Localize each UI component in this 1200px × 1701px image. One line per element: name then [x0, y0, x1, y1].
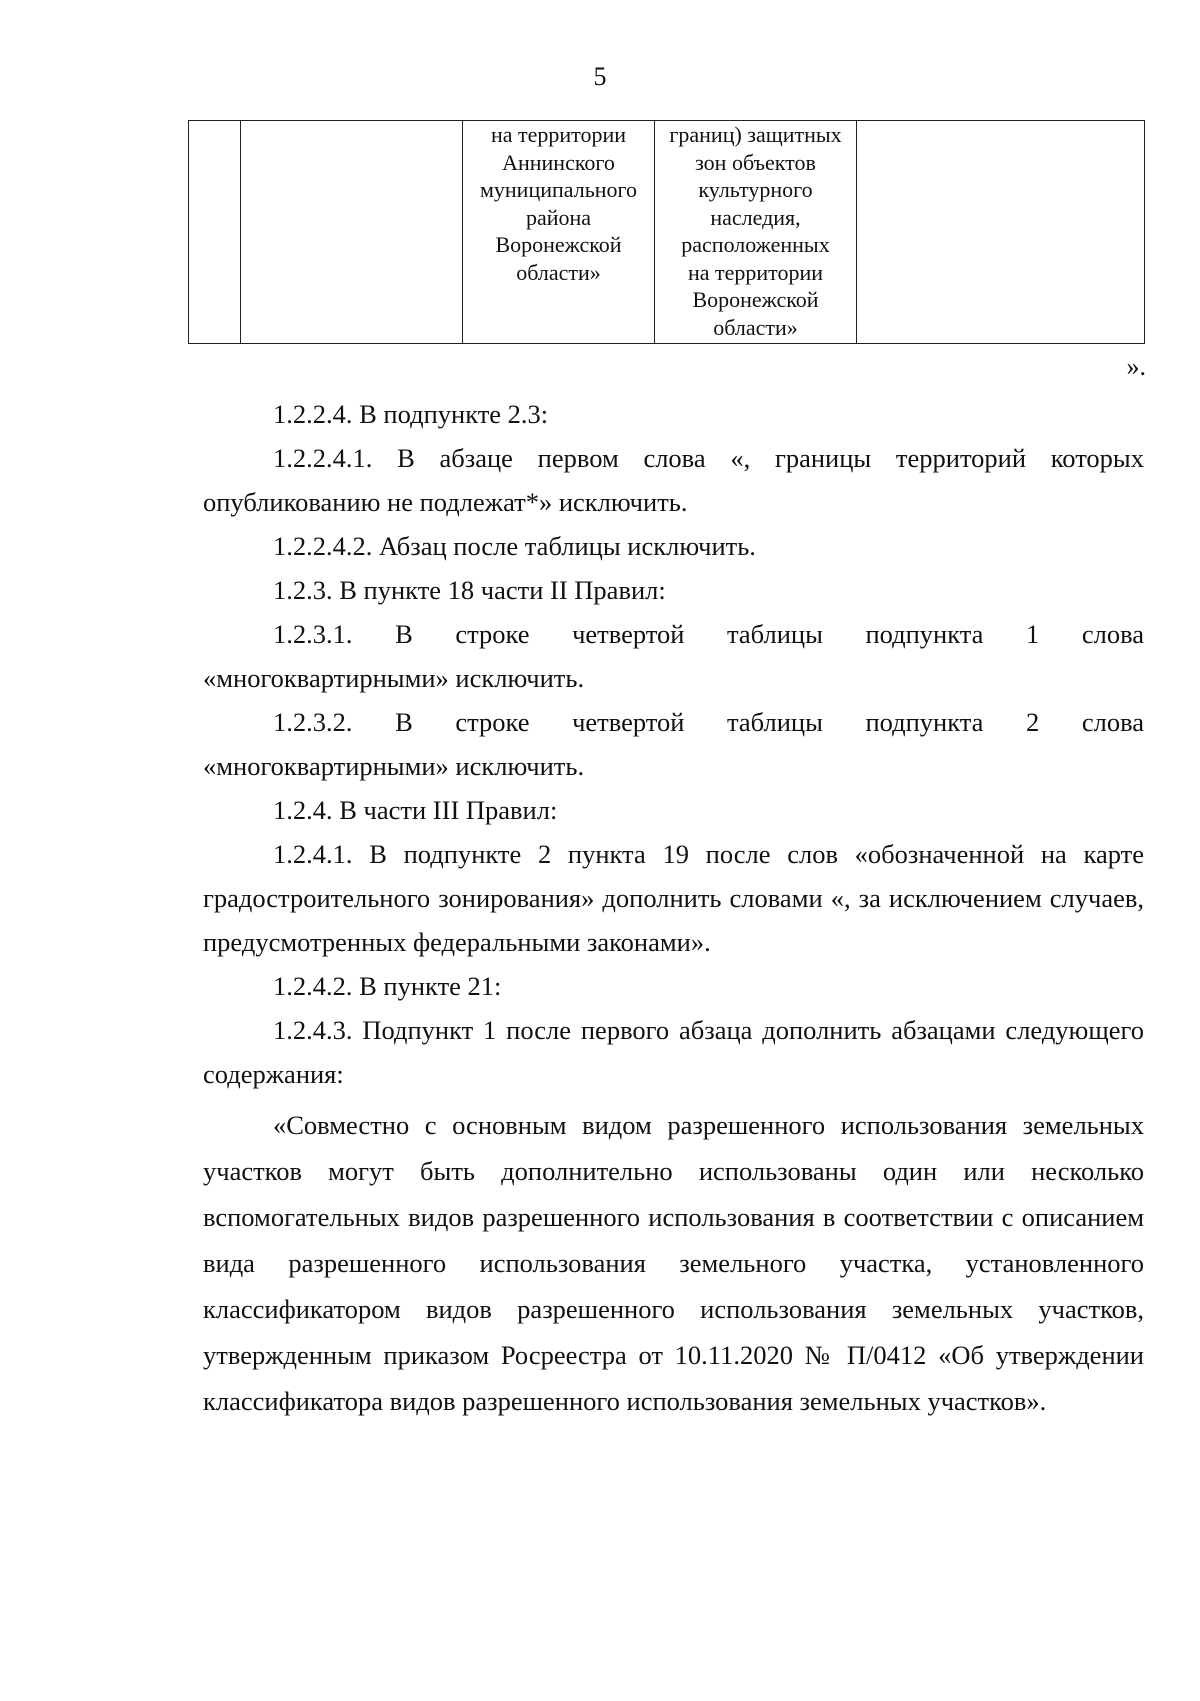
table-cell-notes — [857, 121, 1145, 344]
page-number: 5 — [593, 62, 607, 91]
paragraph: 1.2.4.2. В пункте 21: — [273, 971, 502, 1001]
continuation-table — [188, 120, 1145, 344]
paragraph: 1.2.3.2. В строке четвертой таблицы подпункта 2 слова «многоквартирными» исключить. — [203, 707, 1144, 781]
table-cell-text: на территории Аннинского муниципального района Воронежской области» — [479, 122, 637, 285]
table-closing-quote: ». — [1126, 352, 1146, 381]
paragraph: 1.2.2.4.2. Абзац после таблицы исключить. — [273, 531, 756, 561]
paragraph: 1.2.4. В части III Правил: — [273, 795, 558, 825]
document-body — [203, 392, 1144, 1424]
paragraph: 1.2.4.3. Подпункт 1 после первого абзаца дополнить абзацами следующего содержания: — [203, 1015, 1144, 1089]
table-cell-text: границ) защитных зон объектов культурного наследия, расположенных на территории Воронежской области» — [669, 122, 842, 340]
table-cell-name — [241, 121, 463, 344]
paragraph: 1.2.2.4.1. В абзаце первом слова «, границы территорий которых опубликованию не подлежат*» исключить. — [203, 443, 1144, 517]
table-cell-number — [189, 121, 241, 344]
paragraph: 1.2.4.1. В подпункте 2 пункта 19 после слов «обозначенной на карте градостроительного зонирования» дополнить словами «, за исключением случаев, предусмотренных федеральными законами». — [203, 839, 1144, 957]
table-cell-zones — [655, 121, 857, 344]
paragraph: 1.2.3. В пункте 18 части II Правил: — [273, 575, 666, 605]
paragraph: 1.2.2.4. В подпункте 2.3: — [273, 399, 549, 429]
table-cell-territory — [463, 121, 655, 344]
paragraph: 1.2.3.1. В строке четвертой таблицы подпункта 1 слова «многоквартирными» исключить. — [203, 619, 1144, 693]
table-row — [189, 121, 1145, 344]
quoted-paragraph: «Совместно с основным видом разрешенного использования земельных участков могут быть дополнительно использованы один или несколько вспомогательных видов разрешенного использования в соответствии с описанием вида разрешенного использования земельного участка, установленного классификатором видов разрешенного использования земельных участков, утвержденным приказом Росреестра от 10.11.2020 № П/0412 «Об утверждении классификатора видов разрешенного использования земельных участков». — [203, 1110, 1144, 1416]
